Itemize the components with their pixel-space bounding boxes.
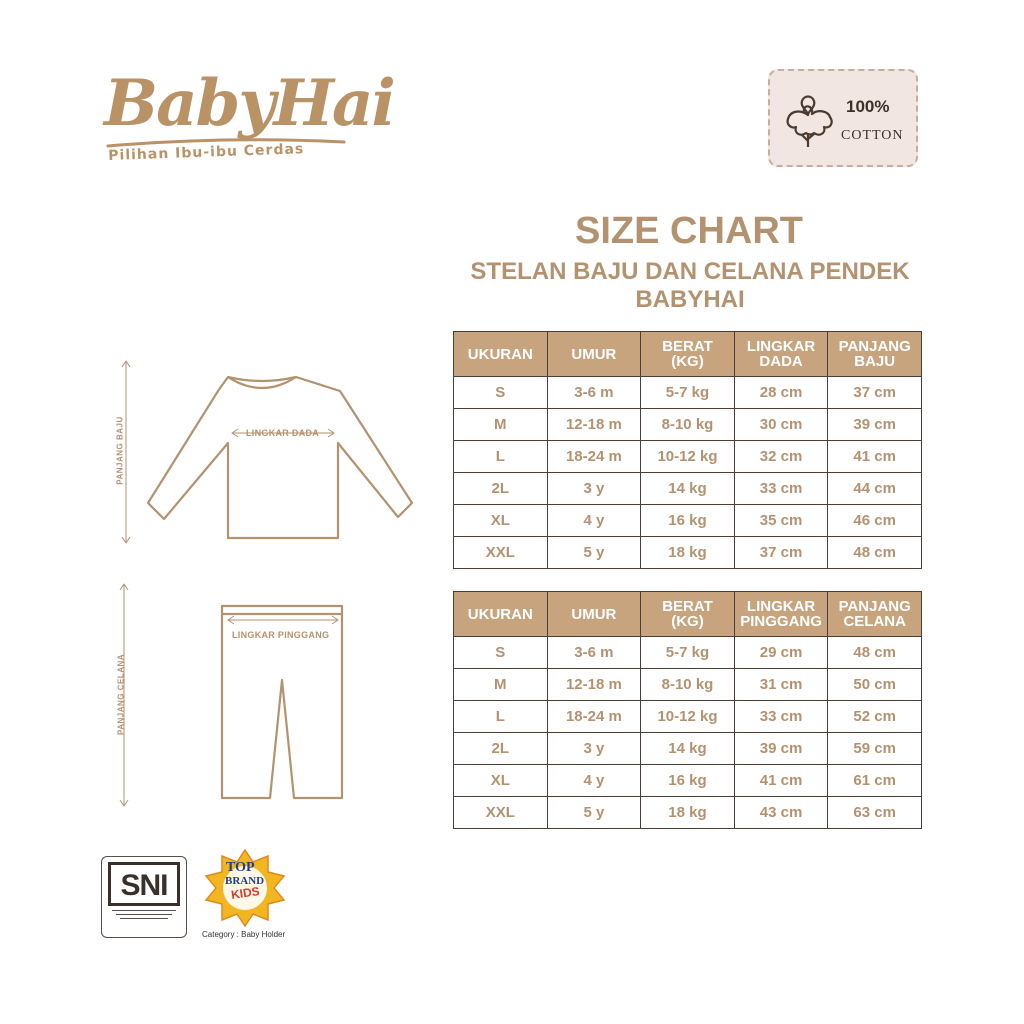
pants-table-body xyxy=(454,637,922,829)
header-umur: UMUR xyxy=(547,332,641,377)
panjang-celana-label: PANJANG CELANA xyxy=(116,653,126,736)
table-cell: 5 y xyxy=(547,797,641,829)
table-cell: 18-24 m xyxy=(547,701,641,733)
table-cell: 8-10 kg xyxy=(641,409,735,441)
lingkar-pinggang-label: LINGKAR PINGGANG xyxy=(232,630,330,640)
table-cell: 46 cm xyxy=(828,505,922,537)
top-brand-brand-text: BRAND xyxy=(225,875,265,887)
table-cell: 44 cm xyxy=(828,473,922,505)
header-berat: BERAT (KG) xyxy=(641,332,735,377)
page-subtitle xyxy=(440,258,940,314)
table-row xyxy=(454,409,922,441)
table-cell: 2L xyxy=(454,473,548,505)
table-cell: 28 cm xyxy=(734,377,828,409)
cotton-percent: 100% xyxy=(846,97,890,116)
sni-box xyxy=(108,862,180,906)
table-row xyxy=(454,733,922,765)
table-row xyxy=(454,765,922,797)
top-brand-kids-badge xyxy=(200,848,290,928)
shirt-illustration xyxy=(110,355,420,550)
table-cell: 35 cm xyxy=(734,505,828,537)
table-row xyxy=(454,473,922,505)
table-cell: 63 cm xyxy=(828,797,922,829)
table-row xyxy=(454,797,922,829)
header-panjang-baju: PANJANG BAJU xyxy=(828,332,922,377)
table-cell: 33 cm xyxy=(734,473,828,505)
shirt-table-body xyxy=(454,377,922,569)
header-panjang-celana: PANJANG CELANA xyxy=(828,592,922,637)
cotton-flower-icon xyxy=(778,89,838,149)
header-umur: UMUR xyxy=(547,592,641,637)
sni-certification-mark xyxy=(101,856,187,938)
table-row xyxy=(454,505,922,537)
table-cell: 59 cm xyxy=(828,733,922,765)
brand-logo xyxy=(100,66,394,186)
category-caption: Category : Baby Holder xyxy=(202,930,286,939)
brand-logo-wordmark: BabyHai xyxy=(104,66,394,141)
table-cell: 41 cm xyxy=(734,765,828,797)
table-cell: 18 kg xyxy=(641,797,735,829)
cotton-badge xyxy=(768,69,918,167)
table-header-row xyxy=(454,592,922,637)
page-title: SIZE CHART xyxy=(575,210,803,252)
table-cell: 29 cm xyxy=(734,637,828,669)
table-cell: 5 y xyxy=(547,537,641,569)
table-cell: 61 cm xyxy=(828,765,922,797)
table-row xyxy=(454,441,922,473)
table-cell: 4 y xyxy=(547,765,641,797)
pants-size-table xyxy=(453,591,922,829)
table-cell: 37 cm xyxy=(828,377,922,409)
table-cell: S xyxy=(454,637,548,669)
table-cell: 14 kg xyxy=(641,733,735,765)
table-cell: 30 cm xyxy=(734,409,828,441)
table-cell: 3-6 m xyxy=(547,637,641,669)
header-ukuran: UKURAN xyxy=(454,332,548,377)
table-cell: 18 kg xyxy=(641,537,735,569)
table-cell: 12-18 m xyxy=(547,409,641,441)
table-header-row xyxy=(454,332,922,377)
table-cell: 41 cm xyxy=(828,441,922,473)
table-row xyxy=(454,701,922,733)
table-cell: 16 kg xyxy=(641,765,735,797)
table-cell: XXL xyxy=(454,537,548,569)
header-lingkar-pinggang: LINGKAR PINGGANG xyxy=(734,592,828,637)
pants-illustration xyxy=(110,578,360,810)
table-cell: M xyxy=(454,669,548,701)
top-brand-kids-text: KIDS xyxy=(230,884,261,902)
table-row xyxy=(454,637,922,669)
panjang-baju-label: PANJANG BAJU xyxy=(115,416,125,485)
table-cell: 37 cm xyxy=(734,537,828,569)
table-cell: 32 cm xyxy=(734,441,828,473)
table-cell: 52 cm xyxy=(828,701,922,733)
table-cell: XXL xyxy=(454,797,548,829)
table-cell: 2L xyxy=(454,733,548,765)
sni-fine-print xyxy=(102,910,186,922)
table-cell: 3-6 m xyxy=(547,377,641,409)
top-brand-top-text: TOP xyxy=(226,860,255,875)
table-cell: 43 cm xyxy=(734,797,828,829)
table-cell: 48 cm xyxy=(828,537,922,569)
header-lingkar-dada: LINGKAR DADA xyxy=(734,332,828,377)
table-cell: 4 y xyxy=(547,505,641,537)
table-cell: L xyxy=(454,441,548,473)
brand-tagline: Pilihan Ibu-ibu Cerdas xyxy=(108,141,305,164)
shirt-size-table xyxy=(453,331,922,569)
table-cell: 10-12 kg xyxy=(641,441,735,473)
table-cell: 50 cm xyxy=(828,669,922,701)
table-cell: 39 cm xyxy=(828,409,922,441)
subtitle-line-2: BABYHAI xyxy=(635,286,745,313)
header-ukuran: UKURAN xyxy=(454,592,548,637)
table-cell: S xyxy=(454,377,548,409)
table-cell: 48 cm xyxy=(828,637,922,669)
subtitle-line-1: STELAN BAJU DAN CELANA PENDEK xyxy=(470,258,910,285)
table-cell: M xyxy=(454,409,548,441)
table-cell: 8-10 kg xyxy=(641,669,735,701)
lingkar-dada-label: LINGKAR DADA xyxy=(246,428,320,438)
table-cell: XL xyxy=(454,505,548,537)
table-cell: L xyxy=(454,701,548,733)
table-row xyxy=(454,537,922,569)
table-cell: 3 y xyxy=(547,733,641,765)
header-berat: BERAT (KG) xyxy=(641,592,735,637)
table-cell: XL xyxy=(454,765,548,797)
sni-text: SNI xyxy=(120,869,168,902)
table-row xyxy=(454,669,922,701)
table-cell: 31 cm xyxy=(734,669,828,701)
cotton-label: COTTON xyxy=(841,128,904,143)
table-cell: 16 kg xyxy=(641,505,735,537)
table-cell: 33 cm xyxy=(734,701,828,733)
table-cell: 3 y xyxy=(547,473,641,505)
table-cell: 39 cm xyxy=(734,733,828,765)
table-cell: 5-7 kg xyxy=(641,637,735,669)
table-cell: 12-18 m xyxy=(547,669,641,701)
table-cell: 5-7 kg xyxy=(641,377,735,409)
table-cell: 18-24 m xyxy=(547,441,641,473)
table-cell: 10-12 kg xyxy=(641,701,735,733)
table-row xyxy=(454,377,922,409)
table-cell: 14 kg xyxy=(641,473,735,505)
